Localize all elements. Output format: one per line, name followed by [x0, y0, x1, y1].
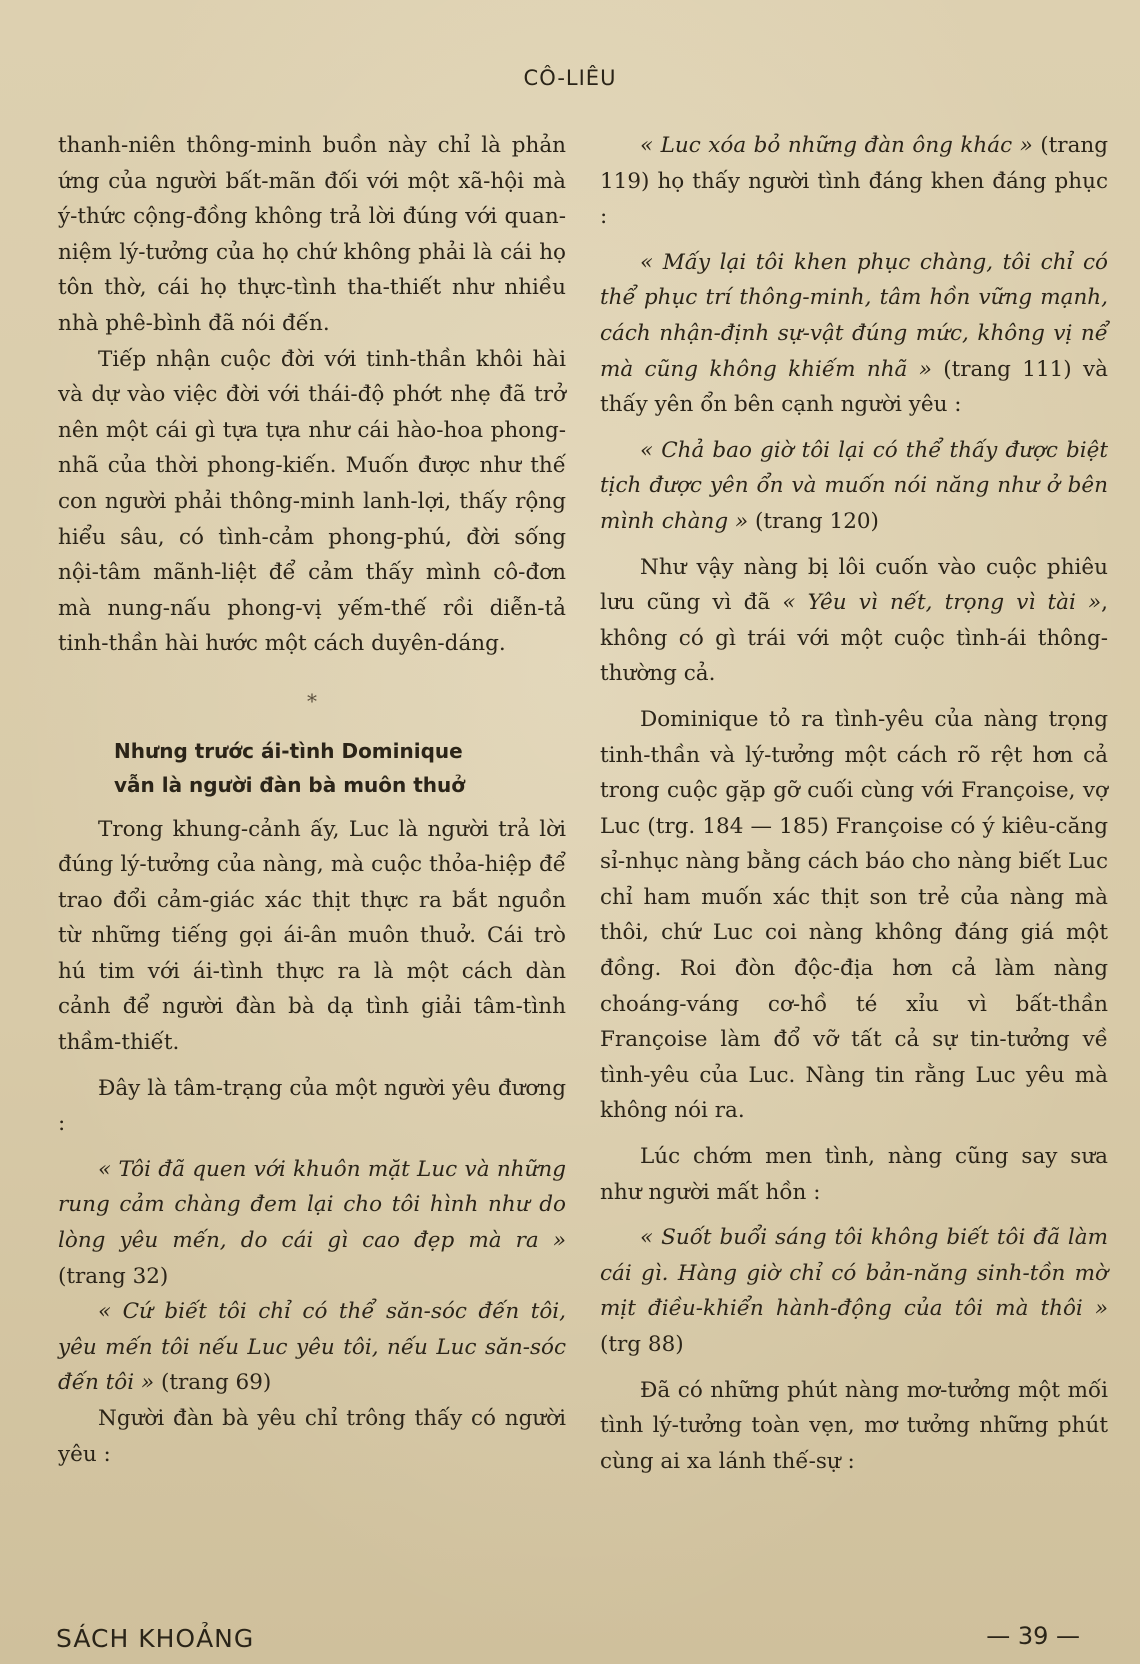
section-heading-line: vẫn là người đàn bà muôn thuở: [114, 772, 465, 797]
page-header: CÔ-LIÊU: [523, 66, 617, 90]
quote-paragraph: [600, 433, 1108, 540]
quote-text: « Suốt buổi sáng tôi không biết tôi đã làm cái gì. Hàng giờ chỉ có bản-năng sinh-tồn mờ mịt điều-khiển hành-động của tôi mà thôi »: [600, 1225, 1108, 1322]
page-reference: (trang 69): [160, 1370, 272, 1396]
paragraph-text: Như vậy nàng bị lôi cuốn vào cuộc phiêu lưu cũng vì đã: [600, 554, 1108, 616]
paragraph: Dominique tỏ ra tình-yêu của nàng trọng tinh-thần và lý-tưởng một cách rõ rệt hơn cả trong cuộc gặp gỡ cuối cùng với Françoise, vợ Luc (trg. 184 — 185) Françoise có ý kiêu-căng sỉ-nhục nàng bằng cách báo cho nàng biết Luc chỉ ham muốn xác thịt son trẻ của nàng mà thôi, chứ Luc coi nàng không đáng giá một đồng. Roi đòn độc-địa hơn cả làm nàng choáng-váng cơ-hồ té xỉu vì bất-thần Françoise làm đổ vỡ tất cả sự tin-tưởng về tình-yêu của Luc. Nàng tin rằng Luc yêu mà không nói ra.: [600, 706, 1108, 1124]
left-column: [58, 128, 566, 1472]
paragraph: [600, 550, 1108, 692]
paragraph: Tiếp nhận cuộc đời với tinh-thần khôi hài và dự vào việc đời với thái-độ phớt nhẹ đã trở nên một cái gì tựa tựa như cái hào-hoa phong-nhã của thời phong-kiến. Muốn được như thế con người phải thông-minh lanh-lợi, thấy rộng hiểu sâu, có tình-cảm phong-phú, đời sống nội-tâm mãnh-liệt để cảm thấy mình cô-đơn mà nung-nấu phong-vị yếm-thế rồi diễn-tả tinh-thần hài hước một cách duyên-dáng.: [58, 346, 566, 657]
inline-quote: « Yêu vì nết, trọng vì tài »: [782, 590, 1102, 616]
paragraph: Trong khung-cảnh ấy, Luc là người trả lời đúng lý-tưởng của nàng, mà cuộc thỏa-hiệp để trao đổi cảm-giác xác thịt thực ra bắt nguồn từ những tiếng gọi ái-ân muôn thuở. Cái trò hú tim với ái-tình thực ra là một cách dàn cảnh để người đàn bà dạ tình giải tâm-tình thầm-thiết.: [58, 816, 566, 1056]
right-column: [600, 128, 1108, 1479]
page-reference: (trang 120): [754, 508, 879, 534]
page-reference: (trang 32): [58, 1263, 169, 1289]
quote-text: « Tôi đã quen với khuôn mặt Luc và những rung cảm chàng đem lại cho tôi hình như do lòng yêu mến, do cái gì cao đẹp mà ra »: [58, 1156, 566, 1254]
paragraph: thanh-niên thông-minh buồn này chỉ là phản ứng của người bất-mãn đối với một xã-hội mà ý-thức cộng-đồng không trả lời đúng với quan-niệm lý-tưởng của họ chứ không phải là cái họ tôn thờ, cái họ thực-tình tha-thiết như nhiều nhà phê-bình đã nói đến.: [58, 133, 566, 336]
quote-paragraph: [600, 245, 1108, 423]
page-number: — 39 —: [986, 1622, 1080, 1650]
section-heading: [58, 734, 566, 802]
quote-text: « Chả bao giờ tôi lại có thể thấy được biệt tịch được yên ổn và muốn nói năng như ở bên mình chàng »: [600, 437, 1108, 534]
quote-paragraph: [58, 1152, 566, 1294]
section-heading-line: Nhưng trước ái-tình Dominique: [114, 738, 463, 763]
paragraph: Đã có những phút nàng mơ-tưởng một mối tình lý-tưởng toàn vẹn, mơ tưởng những phút cùng ai xa lánh thế-sự :: [600, 1377, 1108, 1474]
paragraph-text: , không có gì trái với một cuộc tình-ái thông-thường cả.: [600, 590, 1108, 687]
page-reference: (trang 119) họ thấy người tình đáng khen đáng phục :: [600, 133, 1108, 230]
quote-text: « Cứ biết tôi chỉ có thể săn-sóc đến tôi, yêu mến tôi nếu Luc yêu tôi, nếu Luc săn-sóc đến tôi »: [58, 1299, 566, 1396]
quote-paragraph: [600, 1220, 1108, 1362]
quote-paragraph: [600, 128, 1108, 235]
section-divider-star: *: [307, 688, 317, 713]
page-reference: (trg 88): [600, 1332, 684, 1357]
quote-text: « Luc xóa bỏ những đàn ông khác »: [640, 133, 1033, 158]
paragraph: Đây là tâm-trạng của một người yêu đương :: [58, 1075, 566, 1137]
paragraph: Người đàn bà yêu chỉ trông thấy có người yêu :: [58, 1406, 566, 1467]
page-reference: (trang 111) và thấy yên ổn bên cạnh người yêu :: [600, 356, 1108, 418]
footer-publication-name: SÁCH KHOẢNG: [56, 1624, 255, 1653]
quote-text: « Mấy lại tôi khen phục chàng, tôi chỉ có thể phục trí thông-minh, tâm hồn vững mạnh, cách nhận-định sự-vật đúng mức, không vị nể mà cũng không khiếm nhã »: [600, 249, 1108, 382]
paragraph: Lúc chớm men tình, nàng cũng say sưa như người mất hồn :: [600, 1144, 1108, 1205]
quote-paragraph: [58, 1294, 566, 1401]
